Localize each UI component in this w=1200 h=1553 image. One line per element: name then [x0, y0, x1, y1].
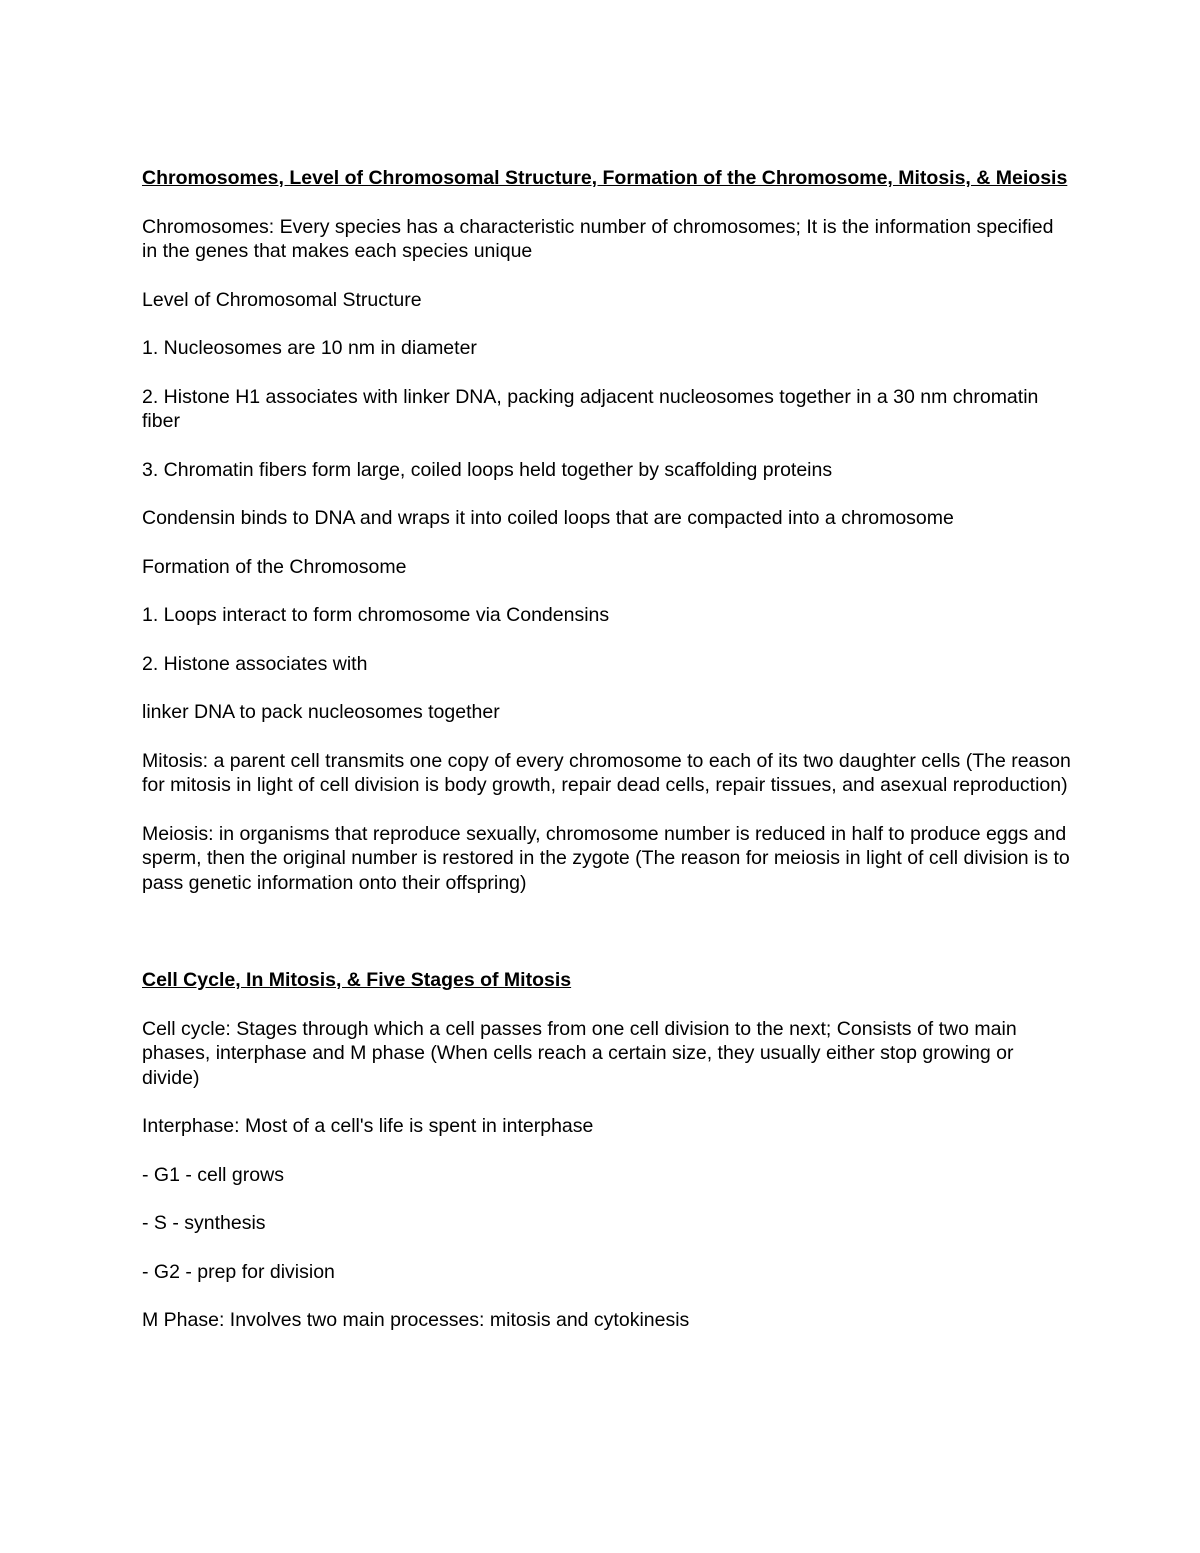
paragraph-histone-associates: 2. Histone associates with — [142, 652, 368, 675]
document-page — [142, 166, 1072, 1357]
paragraph-histone-h1: 2. Histone H1 associates with linker DNA, packing adjacent nucleosomes together in a 30 nm chromatin fiber — [142, 385, 1039, 432]
paragraph-formation-title: Formation of the Chromosome — [142, 555, 407, 578]
paragraph-linker-dna: linker DNA to pack nucleosomes together — [142, 701, 500, 723]
paragraph-m-phase: M Phase: Involves two main processes: mitosis and cytokinesis — [142, 1309, 690, 1331]
paragraph-mitosis: Mitosis: a parent cell transmits one copy of every chromosome to each of its two daughter cells (The reason for mitosis in light of cell division is body growth, repair dead cells, repair tissues, and asexual reproduction) — [142, 749, 1071, 796]
section-spacer — [142, 919, 1072, 968]
list-item-s: - S - synthesis — [142, 1212, 266, 1234]
paragraph-chromosomes-definition: Chromosomes: Every species has a characteristic number of chromosomes; It is the information specified in the genes that makes each species unique — [142, 215, 1054, 262]
paragraph-loops-interact: 1. Loops interact to form chromosome via Condensins — [142, 604, 610, 626]
list-item-g1: - G1 - cell grows — [142, 1163, 284, 1186]
section-heading-cell-cycle: Cell Cycle, In Mitosis, & Five Stages of Mitosis — [142, 969, 572, 991]
list-item-g2: - G2 - prep for division — [142, 1260, 335, 1283]
paragraph-interphase: Interphase: Most of a cell's life is spent in interphase — [142, 1115, 594, 1137]
paragraph-nucleosomes: 1. Nucleosomes are 10 nm in diameter — [142, 337, 477, 359]
paragraph-meiosis: Meiosis: in organisms that reproduce sexually, chromosome number is reduced in half to produce eggs and sperm, then the original number is restored in the zygote (The reason for meiosis in light of cell division is to pass genetic information onto their offspring) — [142, 822, 1070, 894]
section-heading-chromosomes: Chromosomes, Level of Chromosomal Structure, Formation of the Chromosome, Mitosis, & Meiosis — [142, 167, 1068, 189]
paragraph-level-structure-title: Level of Chromosomal Structure — [142, 288, 422, 311]
paragraph-condensin: Condensin binds to DNA and wraps it into coiled loops that are compacted into a chromosome — [142, 507, 954, 529]
paragraph-cell-cycle: Cell cycle: Stages through which a cell passes from one cell division to the next; Consists of two main phases, interphase and M phase (When cells reach a certain size, they usually either stop growing or divide) — [142, 1017, 1017, 1089]
paragraph-chromatin-fibers: 3. Chromatin fibers form large, coiled loops held together by scaffolding proteins — [142, 458, 833, 481]
